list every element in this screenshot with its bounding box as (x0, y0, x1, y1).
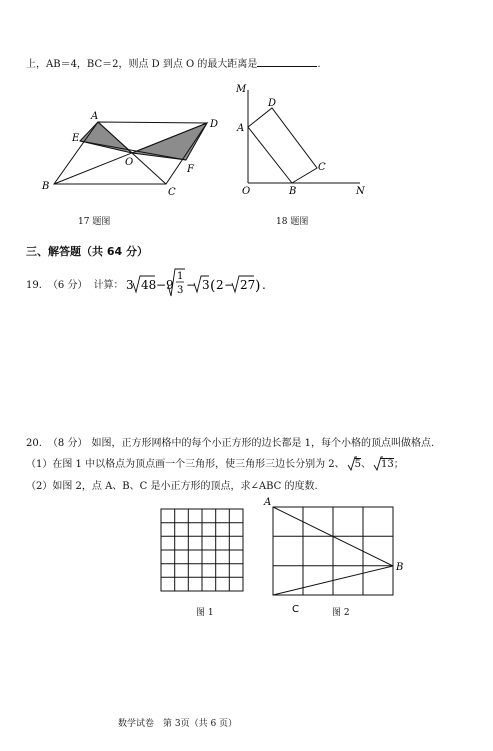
label-d: D (268, 98, 277, 109)
label-a: A (91, 111, 99, 122)
question-16-tail (26, 57, 321, 71)
sqrt-5 (347, 458, 361, 471)
constant-2: 2 (216, 278, 224, 292)
question-19-score: （6 分） (47, 280, 88, 291)
figure-18-caption: 18 题图 (276, 217, 309, 227)
label-n: N (356, 186, 365, 197)
figure-17-shaded-regions (80, 122, 207, 160)
label-d: D (210, 119, 219, 130)
label-m: M (236, 84, 247, 95)
question-19-header (26, 279, 123, 292)
question-20-score: （8 分） (47, 438, 88, 449)
radicand-1: 48 (141, 278, 157, 292)
figure-18 (232, 80, 372, 200)
minus-nine: −9 (156, 278, 174, 292)
figure-17 (38, 108, 228, 200)
label-b: B (396, 562, 404, 573)
figure-1-caption: 图 1 (196, 608, 214, 618)
figure-2-caption: 图 2 (332, 608, 350, 618)
label-c: C (318, 162, 326, 173)
section-heading: 三、解答题（共 64 分） (26, 245, 148, 258)
question-19-expression (124, 265, 274, 301)
rectangle-abcd (248, 108, 317, 183)
radicand: 5 (354, 459, 361, 470)
radicand: 13 (381, 459, 394, 470)
question-20-number: 20. (26, 438, 42, 449)
question-20-part1 (26, 458, 404, 471)
grid-lines (273, 507, 393, 595)
label-b: B (289, 186, 297, 197)
grid-lines (161, 509, 243, 591)
sqrt-13 (373, 458, 394, 471)
figure-17-caption: 17 题图 (78, 217, 111, 227)
part1-text: （1）在图 1 中以格点为顶点画一个三角形，使三角形三边长分别为 2、 (26, 459, 345, 470)
radical-sign (373, 456, 383, 472)
label-o: O (242, 186, 251, 197)
semicolon: ； (393, 459, 404, 470)
label-o: O (125, 157, 134, 168)
radicand-4: 27 (240, 278, 256, 292)
separator: 、 (361, 459, 371, 470)
figure-1-grid (160, 508, 246, 594)
question-19-number: 19. (26, 280, 42, 291)
label-c: C (168, 187, 176, 198)
answer-blank (257, 57, 317, 67)
paren-close: ) (255, 278, 261, 294)
minus-sign: − (186, 278, 197, 292)
minus-sign-2: − (224, 278, 235, 292)
coef-1: 3 (126, 278, 134, 292)
fraction-numerator: 1 (177, 271, 184, 282)
shaded-triangle-right (132, 123, 207, 160)
fraction-denominator: 3 (177, 285, 184, 296)
question-20-intro-text: 如图，正方形网格中的每个小正方形的边长都是 1，每个小格的顶点叫做格点. (91, 438, 435, 449)
label-e: E (72, 133, 80, 144)
question-20-intro (26, 437, 434, 450)
question-16-text: 上，AB＝4，BC＝2，则点 D 到点 O 的最大距离是 (26, 59, 258, 70)
paren-open: ( (210, 278, 216, 294)
label-c: C (292, 604, 299, 615)
question-19-prompt: 计算： (93, 280, 124, 291)
label-a: A (237, 123, 245, 134)
shaded-triangle-left (80, 122, 132, 153)
label-b: B (42, 181, 50, 192)
radicand-3: 3 (202, 278, 210, 292)
radical-sign (347, 456, 357, 472)
label-a: A (264, 497, 272, 508)
page-footer: 数学试卷 第 3页（共 6 页） (118, 719, 238, 729)
figure-2-grid (262, 496, 410, 616)
period: . (262, 278, 266, 292)
question-20-part2: （2）如图 2，点 A、B、C 是小正方形的顶点，求∠ABC 的度数. (26, 481, 318, 492)
question-16-period: . (317, 59, 321, 70)
label-f: F (187, 164, 194, 175)
